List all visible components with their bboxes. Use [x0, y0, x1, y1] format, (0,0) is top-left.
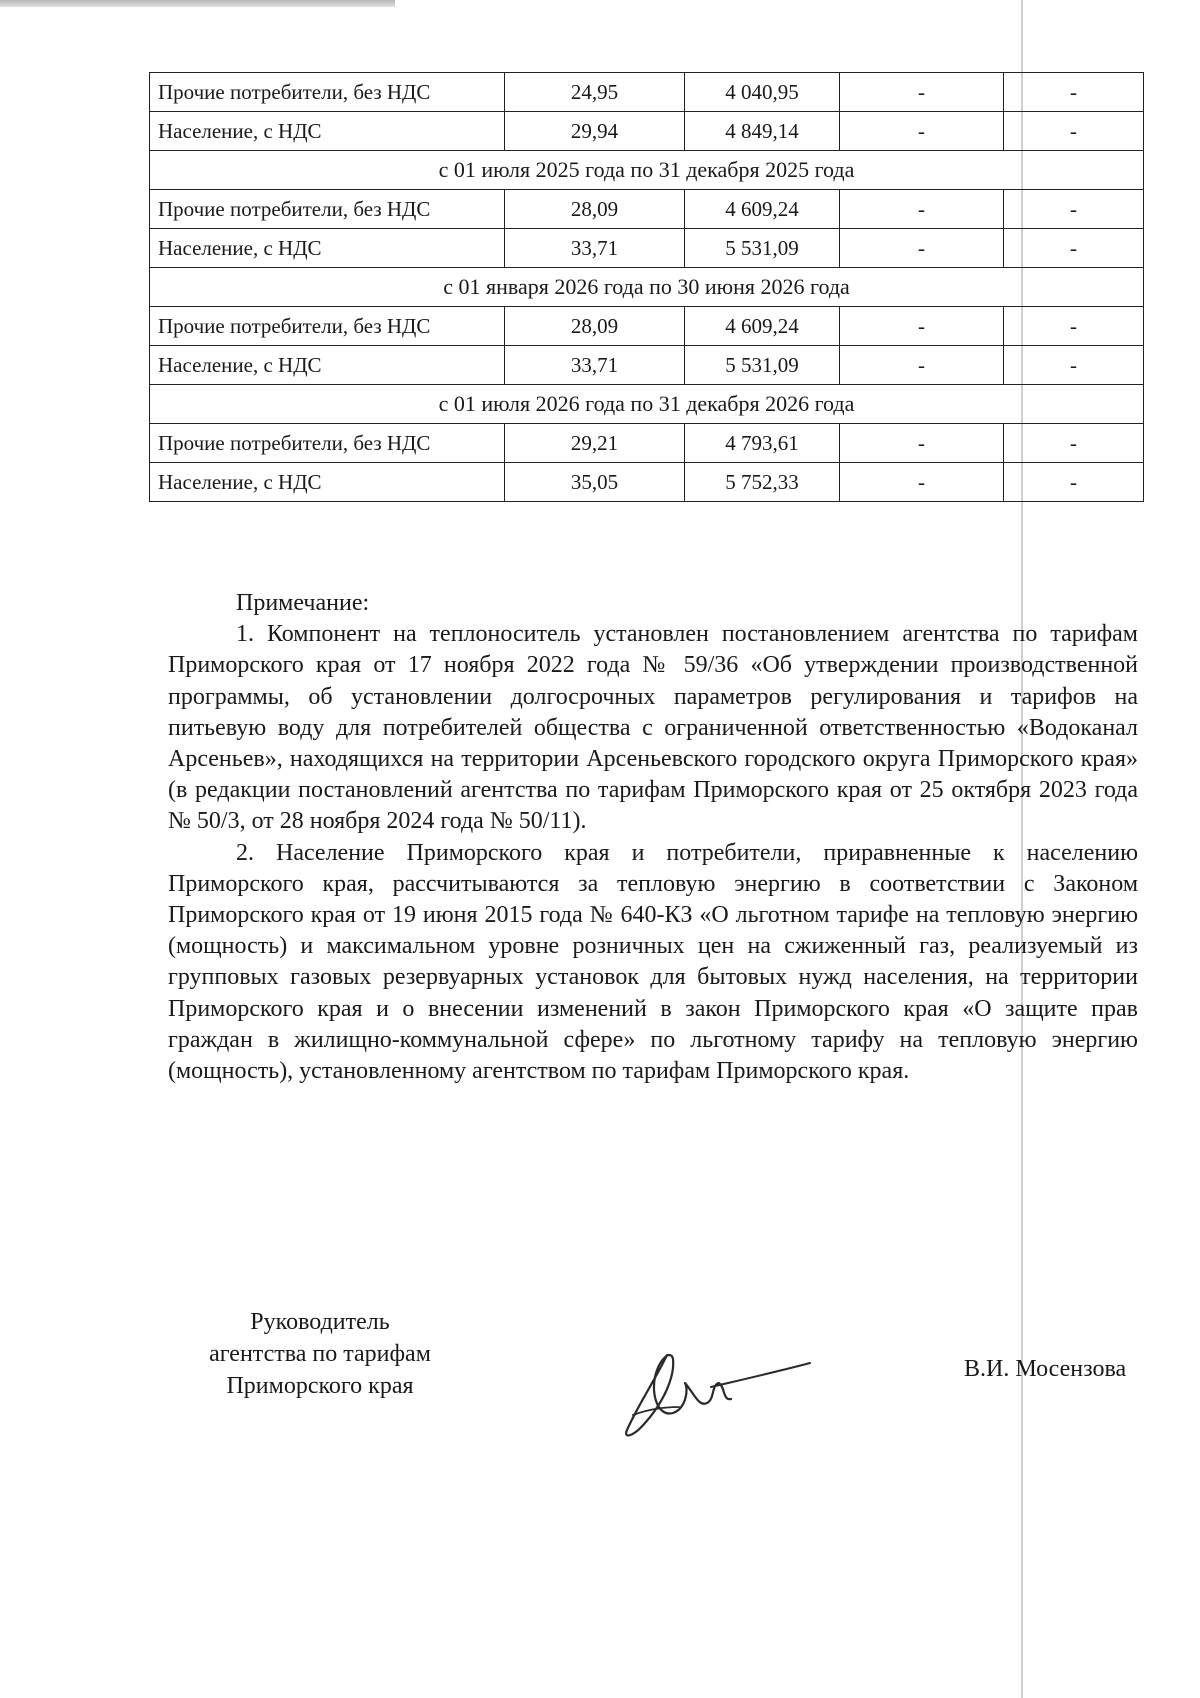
heat-energy-rate-cell: 4 609,24 [685, 190, 840, 229]
rate-cell: - [840, 307, 1004, 346]
heat-energy-rate-cell: 5 752,33 [685, 463, 840, 502]
heat-carrier-rate-cell: 35,05 [505, 463, 685, 502]
table-row [150, 112, 1144, 151]
heat-energy-rate-cell: 4 609,24 [685, 307, 840, 346]
consumer-category-cell: Прочие потребители, без НДС [150, 190, 505, 229]
period-label: с 01 июля 2025 года по 31 декабря 2025 года [150, 151, 1144, 190]
signatory-position-line: агентства по тарифам [209, 1341, 431, 1367]
consumer-category-cell: Прочие потребители, без НДС [150, 307, 505, 346]
tariff-table-body [150, 73, 1144, 502]
period-row [150, 385, 1144, 424]
heat-energy-rate-cell: 5 531,09 [685, 229, 840, 268]
signatory-position-line: Руководитель [250, 1309, 390, 1335]
rate-cell: - [840, 229, 1004, 268]
table-row [150, 463, 1144, 502]
period-label: с 01 января 2026 года по 30 июня 2026 года [150, 268, 1144, 307]
rate-cell: - [840, 463, 1004, 502]
notes-section [168, 588, 1138, 1087]
handwritten-signature [615, 1325, 815, 1445]
note-item-1: 1. Компонент на теплоноситель установлен постановлением агентства по тарифам Приморского края от 17 ноября 2022 года № 59/36 «Об утверждении производственной программы, об установлении долгосрочных параметров регулирования и тарифов на питьевую воду для потребителей общества с ограниченной ответственностью «Водоканал Арсеньев», находящихся на территории Арсеньевского городского округа Приморского края» (в редакции постановлений агентства по тарифам Приморского края от 25 октября 2023 года № 50/3, от 28 ноября 2024 года № 50/11). [168, 621, 1138, 835]
rate-cell: - [840, 424, 1004, 463]
heat-carrier-rate-cell: 24,95 [505, 73, 685, 112]
consumer-category-cell: Прочие потребители, без НДС [150, 73, 505, 112]
heat-carrier-rate-cell: 33,71 [505, 229, 685, 268]
rate-cell: - [1004, 190, 1144, 229]
heat-energy-rate-cell: 5 531,09 [685, 346, 840, 385]
table-row [150, 307, 1144, 346]
heat-carrier-rate-cell: 28,09 [505, 190, 685, 229]
rate-cell: - [840, 346, 1004, 385]
heat-energy-rate-cell: 4 793,61 [685, 424, 840, 463]
rate-cell: - [1004, 73, 1144, 112]
period-label: с 01 июля 2026 года по 31 декабря 2026 года [150, 385, 1144, 424]
rate-cell: - [1004, 229, 1144, 268]
consumer-category-cell: Население, с НДС [150, 229, 505, 268]
rate-cell: - [840, 112, 1004, 151]
rate-cell: - [1004, 424, 1144, 463]
note-item-2: 2. Население Приморского края и потребители, приравненные к населению Приморского края, рассчитываются за тепловую энергию в соответствии с Законом Приморского края от 19 июня 2015 года № 640-КЗ «О льготном тарифе на тепловую энергию (мощность) и максимальном уровне розничных цен на сжиженный газ, реализуемый из групповых газовых резервуарных установок для бытовых нужд населения, на территории Приморского края и о внесении изменений в закон Приморского края «О защите прав граждан в жилищно-коммунальной сфере» по льготному тарифу на тепловую энергию (мощность), установленному агентством по тарифам Приморского края. [168, 839, 1138, 1085]
heat-carrier-rate-cell: 29,94 [505, 112, 685, 151]
signatory-position [160, 1306, 480, 1402]
rate-cell: - [1004, 307, 1144, 346]
heat-carrier-rate-cell: 29,21 [505, 424, 685, 463]
rate-cell: - [1004, 346, 1144, 385]
heat-carrier-rate-cell: 28,09 [505, 307, 685, 346]
table-row [150, 346, 1144, 385]
scan-edge-artifact [0, 0, 395, 7]
notes-heading: Примечание: [236, 590, 370, 616]
table-row [150, 190, 1144, 229]
rate-cell: - [840, 73, 1004, 112]
period-row [150, 268, 1144, 307]
consumer-category-cell: Население, с НДС [150, 346, 505, 385]
rate-cell: - [1004, 463, 1144, 502]
heat-energy-rate-cell: 4 040,95 [685, 73, 840, 112]
signer-name: В.И. Мосензова [964, 1356, 1127, 1382]
table-row [150, 73, 1144, 112]
tariff-table [149, 72, 1144, 502]
heat-carrier-rate-cell: 33,71 [505, 346, 685, 385]
rate-cell: - [1004, 112, 1144, 151]
signatory-position-line: Приморского края [226, 1373, 414, 1399]
period-row [150, 151, 1144, 190]
consumer-category-cell: Население, с НДС [150, 463, 505, 502]
consumer-category-cell: Прочие потребители, без НДС [150, 424, 505, 463]
consumer-category-cell: Население, с НДС [150, 112, 505, 151]
heat-energy-rate-cell: 4 849,14 [685, 112, 840, 151]
table-row [150, 229, 1144, 268]
rate-cell: - [840, 190, 1004, 229]
table-row [150, 424, 1144, 463]
